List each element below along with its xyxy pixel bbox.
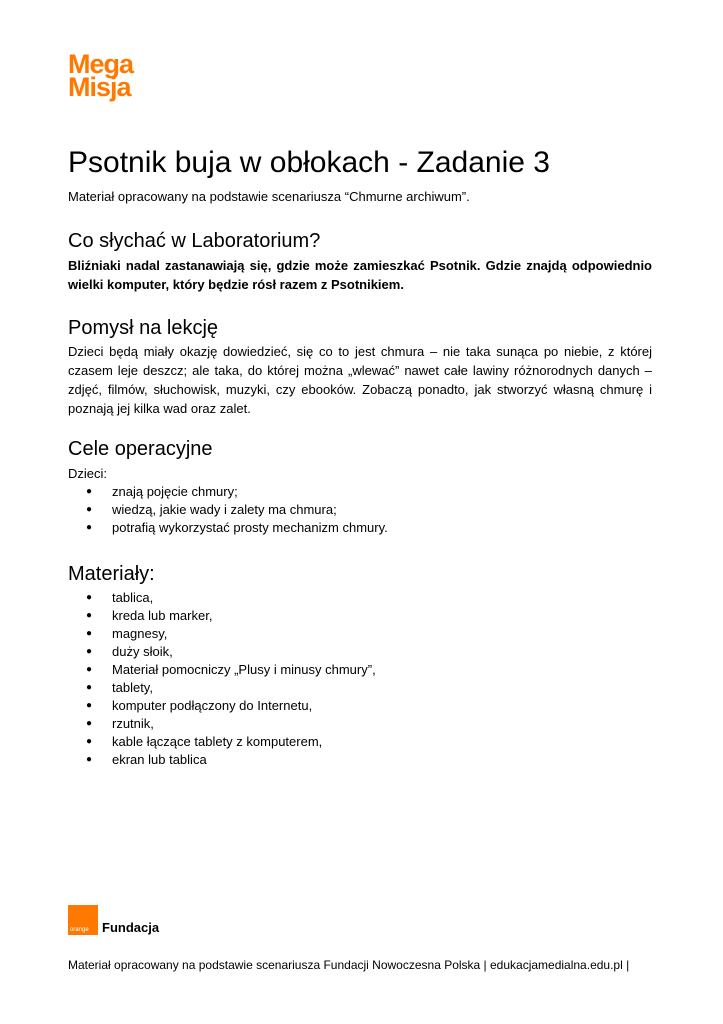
- list-item: ● wiedzą, jakie wady i zalety ma chmura;: [68, 501, 388, 519]
- list-item: ● tablety,: [68, 679, 376, 697]
- section-heading-cele: Cele operacyjne: [68, 438, 213, 460]
- list-item: ● kable łączące tablety z komputerem,: [68, 733, 376, 751]
- list-item: ● rzutnik,: [68, 715, 376, 733]
- page-subtitle: Materiał opracowany na podstawie scenariusza “Chmurne archiwum”.: [68, 189, 470, 204]
- list-item: ● potrafią wykorzystać prosty mechanizm chmury.: [68, 519, 388, 537]
- megamisja-logo: [68, 49, 134, 102]
- fundacja-label: Fundacja: [102, 920, 160, 935]
- section-heading-materialy: Materiały:: [68, 563, 155, 585]
- list-item: ● magnesy,: [68, 625, 376, 643]
- list-item: ● kreda lub marker,: [68, 607, 376, 625]
- list-item: ● znają pojęcie chmury;: [68, 483, 388, 501]
- list-item: ● duży słoik,: [68, 643, 376, 661]
- section-heading-pomysl: Pomysł na lekcję: [68, 317, 219, 339]
- page-title: Psotnik buja w obłokach - Zadanie 3: [68, 146, 550, 179]
- list-item: ● Materiał pomocniczy „Plusy i minusy chmury”,: [68, 661, 376, 679]
- section-text-pomysl: Dzieci będą miały okazję dowiedzieć, się co to jest chmura – nie taka sunąca po niebie, z której czasem leje deszcz; ale taka, do której można „wlewać” nawet całe lawiny różnorodnych danych – zdjęć, filmów, słuchowisk, muzyki, czy ebooków. Zobaczą ponadto, jak stworzyć własną chmurę i poznają jej kilka wad oraz zalet.: [68, 344, 652, 416]
- section-heading-laboratorium: Co słychać w Laboratorium?: [68, 230, 321, 252]
- footer-text: Materiał opracowany na podstawie scenariusza Fundacji Nowoczesna Polska | edukacjamedialna.edu.pl |: [68, 958, 630, 972]
- logo-line-2: Misja: [68, 72, 131, 102]
- orange-logo-text: orange: [70, 927, 89, 933]
- materialy-list: [68, 589, 376, 769]
- cele-list: [68, 483, 388, 537]
- logo-line-1: Mega: [68, 49, 134, 79]
- list-item: ● komputer podłączony do Internetu,: [68, 697, 376, 715]
- cele-lead: Dzieci:: [68, 466, 108, 481]
- section-text-laboratorium: Bliźniaki nadal zastanawiają się, gdzie może zamieszkać Psotnik. Gdzie znajdą odpowiednio wielki komputer, który będzie rósł razem z Psotnikiem.: [68, 258, 652, 292]
- list-item: ● ekran lub tablica: [68, 751, 376, 769]
- orange-logo-icon: [68, 905, 98, 935]
- list-item: ● tablica,: [68, 589, 376, 607]
- fundacja-orange-logo: [68, 905, 159, 935]
